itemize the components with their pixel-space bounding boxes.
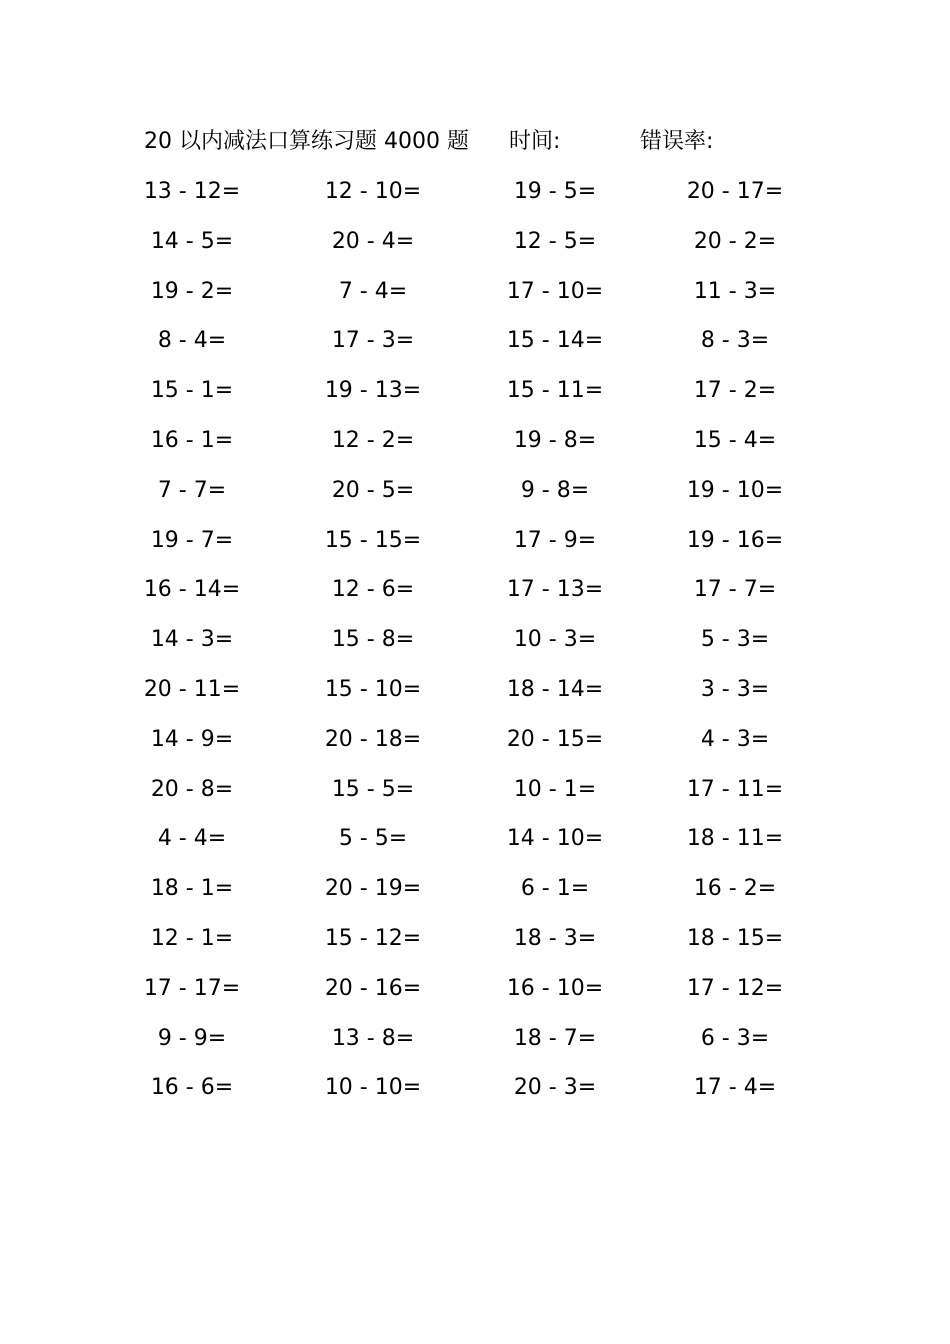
problem-item: 5 - 5= — [338, 826, 408, 852]
problem-item: 20 - 2= — [693, 228, 777, 254]
problem-item: 6 - 3= — [700, 1025, 770, 1051]
problem-item: 4 - 3= — [700, 726, 770, 752]
problem-item: 18 - 3= — [513, 925, 597, 951]
problem-grid — [0, 176, 950, 1122]
worksheet-title: 20 以内减法口算练习题 4000 题 — [144, 129, 469, 154]
problem-item: 14 - 5= — [150, 228, 234, 254]
problem-item: 15 - 15= — [324, 527, 422, 553]
problem-row — [0, 176, 950, 226]
problem-item: 18 - 7= — [513, 1025, 597, 1051]
problem-item: 12 - 6= — [331, 577, 415, 603]
problem-item: 18 - 11= — [686, 826, 784, 852]
problem-row — [0, 375, 950, 425]
problem-item: 20 - 15= — [506, 726, 604, 752]
problem-item: 7 - 4= — [338, 278, 408, 304]
error-rate-label: 错误率: — [640, 129, 714, 154]
problem-item: 5 - 3= — [700, 627, 770, 653]
problem-item: 16 - 10= — [506, 975, 604, 1001]
problem-item: 14 - 10= — [506, 826, 604, 852]
problem-row — [0, 325, 950, 375]
problem-item: 12 - 2= — [331, 427, 415, 453]
problem-item: 18 - 14= — [506, 676, 604, 702]
problem-item: 17 - 7= — [693, 577, 777, 603]
problem-row — [0, 973, 950, 1023]
problem-row — [0, 425, 950, 475]
problem-item: 14 - 9= — [150, 726, 234, 752]
problem-item: 20 - 4= — [331, 228, 415, 254]
problem-item: 10 - 3= — [513, 627, 597, 653]
problem-item: 20 - 11= — [143, 676, 241, 702]
problem-item: 17 - 17= — [143, 975, 241, 1001]
problem-item: 17 - 11= — [686, 776, 784, 802]
problem-item: 15 - 5= — [331, 776, 415, 802]
problem-item: 11 - 3= — [693, 278, 777, 304]
problem-row — [0, 674, 950, 724]
problem-item: 19 - 16= — [686, 527, 784, 553]
problem-row — [0, 475, 950, 525]
problem-item: 18 - 15= — [686, 925, 784, 951]
problem-item: 17 - 12= — [686, 975, 784, 1001]
problem-item: 10 - 10= — [324, 1075, 422, 1101]
problem-row — [0, 923, 950, 973]
problem-item: 13 - 12= — [143, 179, 241, 204]
problem-item: 17 - 3= — [331, 328, 415, 354]
time-label: 时间: — [509, 129, 561, 154]
problem-item: 15 - 11= — [506, 378, 604, 404]
problem-item: 15 - 8= — [331, 627, 415, 653]
problem-item: 19 - 7= — [150, 527, 234, 553]
problem-row — [0, 1072, 950, 1122]
problem-row — [0, 525, 950, 575]
problem-item: 14 - 3= — [150, 627, 234, 653]
problem-item: 4 - 4= — [157, 826, 227, 852]
problem-item: 19 - 8= — [513, 427, 597, 453]
problem-item: 16 - 2= — [693, 876, 777, 902]
problem-item: 15 - 10= — [324, 676, 422, 702]
problem-item: 17 - 2= — [693, 378, 777, 404]
problem-item: 10 - 1= — [513, 776, 597, 802]
problem-item: 16 - 1= — [150, 427, 234, 453]
problem-item: 17 - 13= — [506, 577, 604, 603]
problem-row — [0, 276, 950, 326]
problem-row — [0, 574, 950, 624]
problem-item: 12 - 1= — [150, 925, 234, 951]
problem-item: 18 - 1= — [150, 876, 234, 902]
problem-item: 19 - 13= — [324, 378, 422, 404]
problem-item: 17 - 10= — [506, 278, 604, 304]
problem-row — [0, 226, 950, 276]
problem-item: 6 - 1= — [520, 876, 590, 902]
problem-item: 3 - 3= — [700, 676, 770, 702]
problem-row — [0, 774, 950, 824]
problem-item: 7 - 7= — [157, 477, 227, 503]
problem-item: 13 - 8= — [331, 1025, 415, 1051]
problem-item: 17 - 4= — [693, 1075, 777, 1101]
problem-item: 20 - 16= — [324, 975, 422, 1001]
problem-item: 20 - 8= — [150, 776, 234, 802]
problem-item: 16 - 6= — [150, 1075, 234, 1101]
problem-item: 20 - 17= — [686, 179, 784, 204]
problem-row — [0, 873, 950, 923]
problem-item: 8 - 3= — [700, 328, 770, 354]
problem-item: 19 - 5= — [513, 179, 597, 204]
problem-item: 19 - 10= — [686, 477, 784, 503]
problem-item: 9 - 8= — [520, 477, 590, 503]
problem-item: 20 - 5= — [331, 477, 415, 503]
problem-item: 20 - 19= — [324, 876, 422, 902]
problem-item: 15 - 14= — [506, 328, 604, 354]
problem-row — [0, 624, 950, 674]
problem-row — [0, 823, 950, 873]
problem-item: 12 - 10= — [324, 179, 422, 204]
problem-row — [0, 724, 950, 774]
problem-item: 17 - 9= — [513, 527, 597, 553]
problem-item: 15 - 1= — [150, 378, 234, 404]
problem-item: 19 - 2= — [150, 278, 234, 304]
problem-row — [0, 1023, 950, 1073]
problem-item: 8 - 4= — [157, 328, 227, 354]
problem-item: 20 - 18= — [324, 726, 422, 752]
problem-item: 20 - 3= — [513, 1075, 597, 1101]
problem-item: 15 - 12= — [324, 925, 422, 951]
problem-item: 12 - 5= — [513, 228, 597, 254]
problem-item: 15 - 4= — [693, 427, 777, 453]
problem-item: 9 - 9= — [157, 1025, 227, 1051]
worksheet-header — [0, 126, 950, 158]
problem-item: 16 - 14= — [143, 577, 241, 603]
